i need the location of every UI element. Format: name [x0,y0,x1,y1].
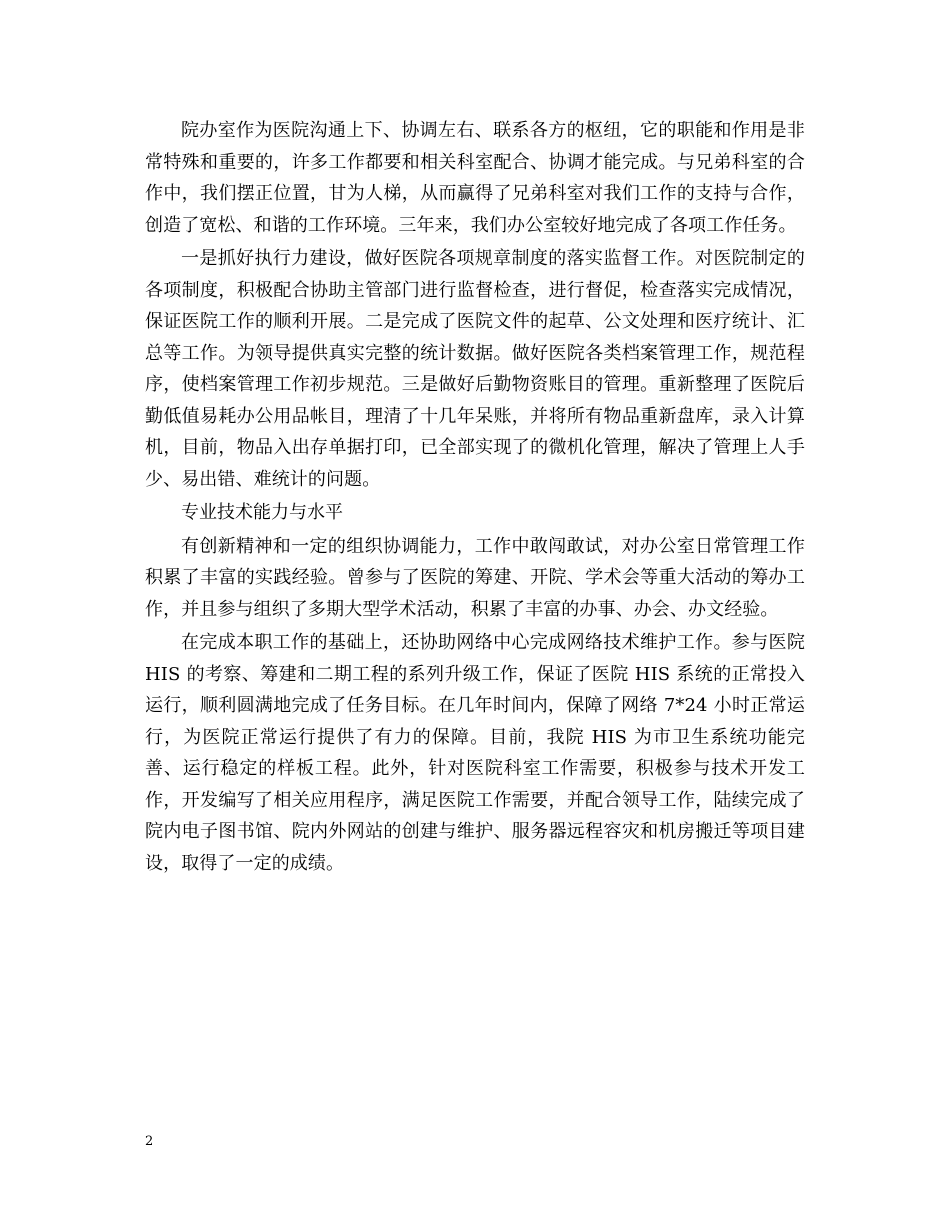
page-number: 2 [145,1134,154,1149]
paragraph-network-maintenance: 在完成本职工作的基础上，还协助网络中心完成网络技术维护工作。参与医院 HIS 的考察、筹建和二期工程的系列升级工作，保证了医院 HIS 系统的正常投入运行，顺利圆满地完成了任务目标。在几年时间内，保障了网络 7*24 小时正常运行，为医院正常运行提供了有力的保障。目前，我院 HIS 为市卫生系统功能完善、运行稳定的样板工程。此外，针对医院科室工作需要，积极参与技术开发工作，开发编写了相关应用程序，满足医院工作需要，并配合领导工作，陆续完成了院内电子图书馆、院内外网站的创建与维护、服务器远程容灾和机房搬迁等项目建设，取得了一定的成绩。 [145,632,805,874]
document-body [145,115,805,881]
section-heading: 专业技术能力与水平 [181,502,343,523]
paragraph-innovation: 有创新精神和一定的组织协调能力，工作中敢闯敢试，对办公室日常管理工作积累了丰富的实践经验。曾参与了医院的筹建、开院、学术会等重大活动的筹办工作，并且参与组织了多期大型学术活动，积累了丰富的办事、办会、办文经验。 [145,535,805,620]
paragraph-office-role: 院办室作为医院沟通上下、协调左右、联系各方的枢纽，它的职能和作用是非常特殊和重要的，许多工作都要和相关科室配合、协调才能完成。与兄弟科室的合作中，我们摆正位置，甘为人梯，从而赢得了兄弟科室对我们工作的支持与合作，创造了宽松、和谐的工作环境。三年来，我们办公室较好地完成了各项工作任务。 [145,120,805,236]
paragraph-work-details: 一是抓好执行力建设，做好医院各项规章制度的落实监督工作。对医院制定的各项制度，积极配合协助主管部门进行监督检查，进行督促，检查落实完成情况，保证医院工作的顺利开展。二是完成了医院文件的起草、公文处理和医疗统计、汇总等工作。为领导提供真实完整的统计数据。做好医院各类档案管理工作，规范程序，使档案管理工作初步规范。三是做好后勤物资账目的管理。重新整理了医院后勤低值易耗办公用品帐目，理清了十几年呆账，并将所有物品重新盘库，录入计算机，目前，物品入出存单据打印，已全部实现了的微机化管理，解决了管理上人手少、易出错、难统计的问题。 [145,248,805,490]
